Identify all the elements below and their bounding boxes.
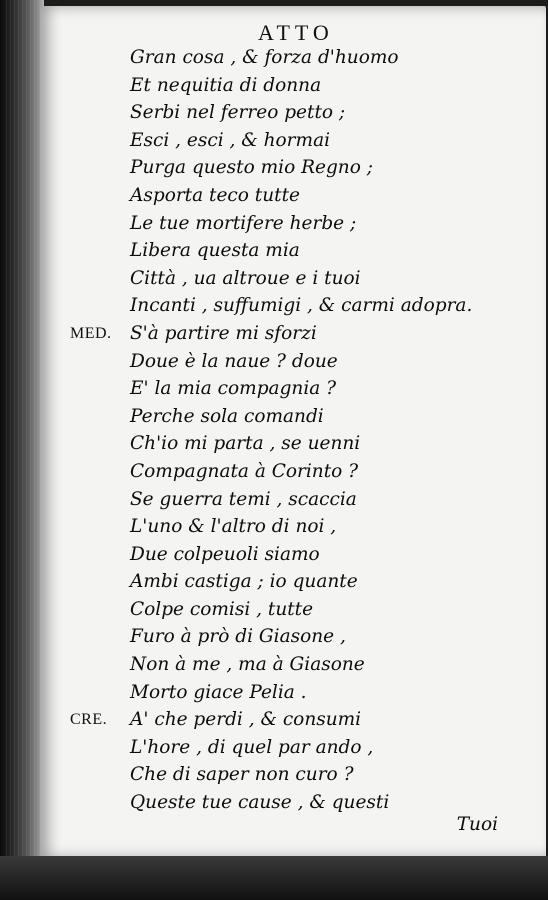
verse-text: Serbi nel ferreo petto ; — [130, 102, 346, 124]
verse-line — [0, 375, 548, 403]
verse-text: Purga questo mio Regno ; — [130, 157, 373, 179]
verse-text: Morto giace Pelia . — [130, 681, 307, 703]
verse-text: Esci , esci , & hormai — [130, 129, 331, 151]
page-bottom-shadow — [0, 856, 548, 900]
speaker-label: MED. — [70, 324, 112, 342]
catchword: Tuoi — [456, 814, 498, 835]
verse-text: Compagnata à Corinto ? — [130, 460, 359, 482]
running-head: ATTO — [258, 20, 334, 45]
verse-line — [0, 513, 548, 541]
verse-text: Ch'io mi parta , se uenni — [130, 433, 361, 455]
verse-line — [0, 430, 548, 458]
verse-block — [0, 44, 548, 817]
verse-text: L'uno & l'altro di noi , — [130, 516, 337, 538]
verse-line — [0, 154, 548, 182]
verse-line — [0, 486, 548, 514]
verse-text: Non à me , ma à Giasone — [130, 654, 365, 676]
verse-line — [0, 182, 548, 210]
verse-text: A' che perdi , & consumi — [130, 709, 362, 731]
verse-text: Colpe comisi , tutte — [130, 598, 314, 620]
verse-text: Ambi castiga ; io quante — [130, 571, 358, 593]
verse-text: Queste tue cause , & questi — [130, 792, 390, 814]
verse-text: Doue è la naue ? doue — [130, 350, 338, 372]
verse-text: Libera questa mia — [130, 240, 300, 262]
verse-line — [0, 679, 548, 707]
verse-line — [0, 265, 548, 293]
verse-text: Se guerra temi , scaccia — [130, 488, 357, 510]
verse-line — [0, 541, 548, 569]
verse-text: Città , ua altroue e i tuoi — [130, 267, 361, 289]
verse-line — [0, 789, 548, 817]
verse-line — [0, 210, 548, 238]
verse-line — [0, 320, 548, 348]
verse-line — [0, 72, 548, 100]
verse-line — [0, 706, 548, 734]
verse-text: Furo à prò di Giasone , — [130, 626, 346, 648]
verse-line — [0, 99, 548, 127]
verse-text: Gran cosa , & forza d'huomo — [130, 47, 399, 68]
verse-line — [0, 761, 548, 789]
verse-text: L'hore , di quel par ando , — [130, 736, 374, 758]
verse-text: Asporta teco tutte — [130, 184, 300, 206]
verse-line — [0, 348, 548, 376]
verse-line — [0, 44, 548, 72]
verse-line — [0, 623, 548, 651]
verse-text: Incanti , suffumigi , & carmi adopra. — [130, 295, 473, 317]
verse-text: Le tue mortifere herbe ; — [130, 212, 357, 234]
verse-text: E' la mia compagnia ? — [130, 378, 337, 400]
verse-text: S'à partire mi sforzi — [130, 322, 317, 344]
verse-line — [0, 127, 548, 155]
verse-text: Et nequitia di donna — [130, 74, 322, 96]
verse-text: Perche sola comandi — [130, 405, 324, 427]
verse-line — [0, 458, 548, 486]
verse-text: Che di saper non curo ? — [130, 764, 354, 786]
verse-line — [0, 403, 548, 431]
verse-line — [0, 596, 548, 624]
verse-line — [0, 237, 548, 265]
verse-line — [0, 651, 548, 679]
verse-text: Due colpeuoli siamo — [130, 543, 320, 565]
speaker-label: CRE. — [70, 711, 108, 729]
verse-line — [0, 568, 548, 596]
verse-line — [0, 292, 548, 320]
verse-line — [0, 734, 548, 762]
